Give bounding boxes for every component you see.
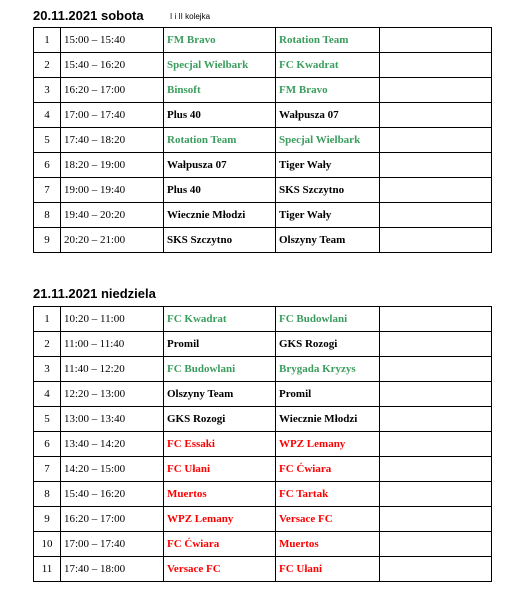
result-cell [380,532,492,557]
match-row [34,103,492,128]
round-note: I i II kolejka [170,12,211,21]
result-cell [380,382,492,407]
result-cell [380,28,492,53]
result-cell [380,457,492,482]
result-cell [380,203,492,228]
away-team: Tiger Wały [276,153,380,178]
match-row [34,203,492,228]
home-team: FC Kwadrat [164,307,276,332]
match-number: 5 [34,407,61,432]
match-number: 2 [34,332,61,357]
match-row [34,178,492,203]
away-team: Olszyny Team [276,228,380,253]
match-time: 15:00 – 15:40 [61,28,164,53]
match-time: 16:20 – 17:00 [61,78,164,103]
home-team: Plus 40 [164,103,276,128]
home-team: Binsoft [164,78,276,103]
away-team: GKS Rozogi [276,332,380,357]
away-team: FC Ćwiara [276,457,380,482]
match-row [34,332,492,357]
match-number: 2 [34,53,61,78]
home-team: Rotation Team [164,128,276,153]
away-team: FC Kwadrat [276,53,380,78]
match-row [34,482,492,507]
match-time: 11:40 – 12:20 [61,357,164,382]
result-cell [380,307,492,332]
match-row [34,457,492,482]
match-row [34,28,492,53]
away-team: Promil [276,382,380,407]
match-time: 15:40 – 16:20 [61,482,164,507]
away-team: Specjal Wielbark [276,128,380,153]
away-team: FC Ułani [276,557,380,582]
result-cell [380,407,492,432]
result-cell [380,228,492,253]
match-row [34,153,492,178]
result-cell [380,78,492,103]
match-number: 1 [34,307,61,332]
match-time: 17:40 – 18:00 [61,557,164,582]
result-cell [380,128,492,153]
match-time: 10:20 – 11:00 [61,307,164,332]
match-time: 17:00 – 17:40 [61,103,164,128]
match-row [34,382,492,407]
result-cell [380,557,492,582]
away-team: FC Tartak [276,482,380,507]
match-number: 3 [34,357,61,382]
away-team: Wałpusza 07 [276,103,380,128]
match-row [34,78,492,103]
match-number: 10 [34,532,61,557]
match-row [34,432,492,457]
match-number: 8 [34,203,61,228]
match-time: 13:00 – 13:40 [61,407,164,432]
match-number: 7 [34,178,61,203]
match-time: 19:40 – 20:20 [61,203,164,228]
match-number: 8 [34,482,61,507]
home-team: Wałpusza 07 [164,153,276,178]
home-team: Plus 40 [164,178,276,203]
match-number: 7 [34,457,61,482]
match-time: 14:20 – 15:00 [61,457,164,482]
match-number: 4 [34,382,61,407]
match-row [34,407,492,432]
away-team: WPZ Lemany [276,432,380,457]
match-number: 6 [34,432,61,457]
match-row [34,532,492,557]
result-cell [380,103,492,128]
result-cell [380,357,492,382]
match-number: 9 [34,228,61,253]
home-team: FC Ćwiara [164,532,276,557]
day2-title: 21.11.2021 niedziela [33,286,156,301]
home-team: Olszyny Team [164,382,276,407]
result-cell [380,153,492,178]
day1-title: 20.11.2021 sobota [33,8,144,23]
match-number: 6 [34,153,61,178]
result-cell [380,178,492,203]
home-team: Promil [164,332,276,357]
away-team: FC Budowlani [276,307,380,332]
match-time: 16:20 – 17:00 [61,507,164,532]
result-cell [380,53,492,78]
home-team: Specjal Wielbark [164,53,276,78]
match-number: 11 [34,557,61,582]
match-row [34,557,492,582]
home-team: FC Ułani [164,457,276,482]
match-row [34,307,492,332]
schedule-table-sunday [33,306,492,582]
home-team: FC Essaki [164,432,276,457]
home-team: FM Bravo [164,28,276,53]
match-time: 15:40 – 16:20 [61,53,164,78]
match-time: 17:40 – 18:20 [61,128,164,153]
match-row [34,357,492,382]
match-time: 13:40 – 14:20 [61,432,164,457]
home-team: Muertos [164,482,276,507]
away-team: Rotation Team [276,28,380,53]
match-time: 11:00 – 11:40 [61,332,164,357]
schedule-table-saturday [33,27,492,253]
away-team: Versace FC [276,507,380,532]
home-team: Wiecznie Młodzi [164,203,276,228]
away-team: SKS Szczytno [276,178,380,203]
match-time: 19:00 – 19:40 [61,178,164,203]
away-team: Wiecznie Młodzi [276,407,380,432]
result-cell [380,432,492,457]
match-time: 12:20 – 13:00 [61,382,164,407]
match-row [34,228,492,253]
match-row [34,507,492,532]
home-team: GKS Rozogi [164,407,276,432]
result-cell [380,482,492,507]
home-team: FC Budowlani [164,357,276,382]
away-team: Tiger Wały [276,203,380,228]
home-team: Versace FC [164,557,276,582]
match-row [34,53,492,78]
match-time: 18:20 – 19:00 [61,153,164,178]
match-time: 20:20 – 21:00 [61,228,164,253]
home-team: SKS Szczytno [164,228,276,253]
match-number: 1 [34,28,61,53]
result-cell [380,332,492,357]
home-team: WPZ Lemany [164,507,276,532]
match-number: 3 [34,78,61,103]
match-number: 9 [34,507,61,532]
away-team: Brygada Kryzys [276,357,380,382]
match-number: 4 [34,103,61,128]
away-team: FM Bravo [276,78,380,103]
match-time: 17:00 – 17:40 [61,532,164,557]
result-cell [380,507,492,532]
match-row [34,128,492,153]
away-team: Muertos [276,532,380,557]
match-number: 5 [34,128,61,153]
